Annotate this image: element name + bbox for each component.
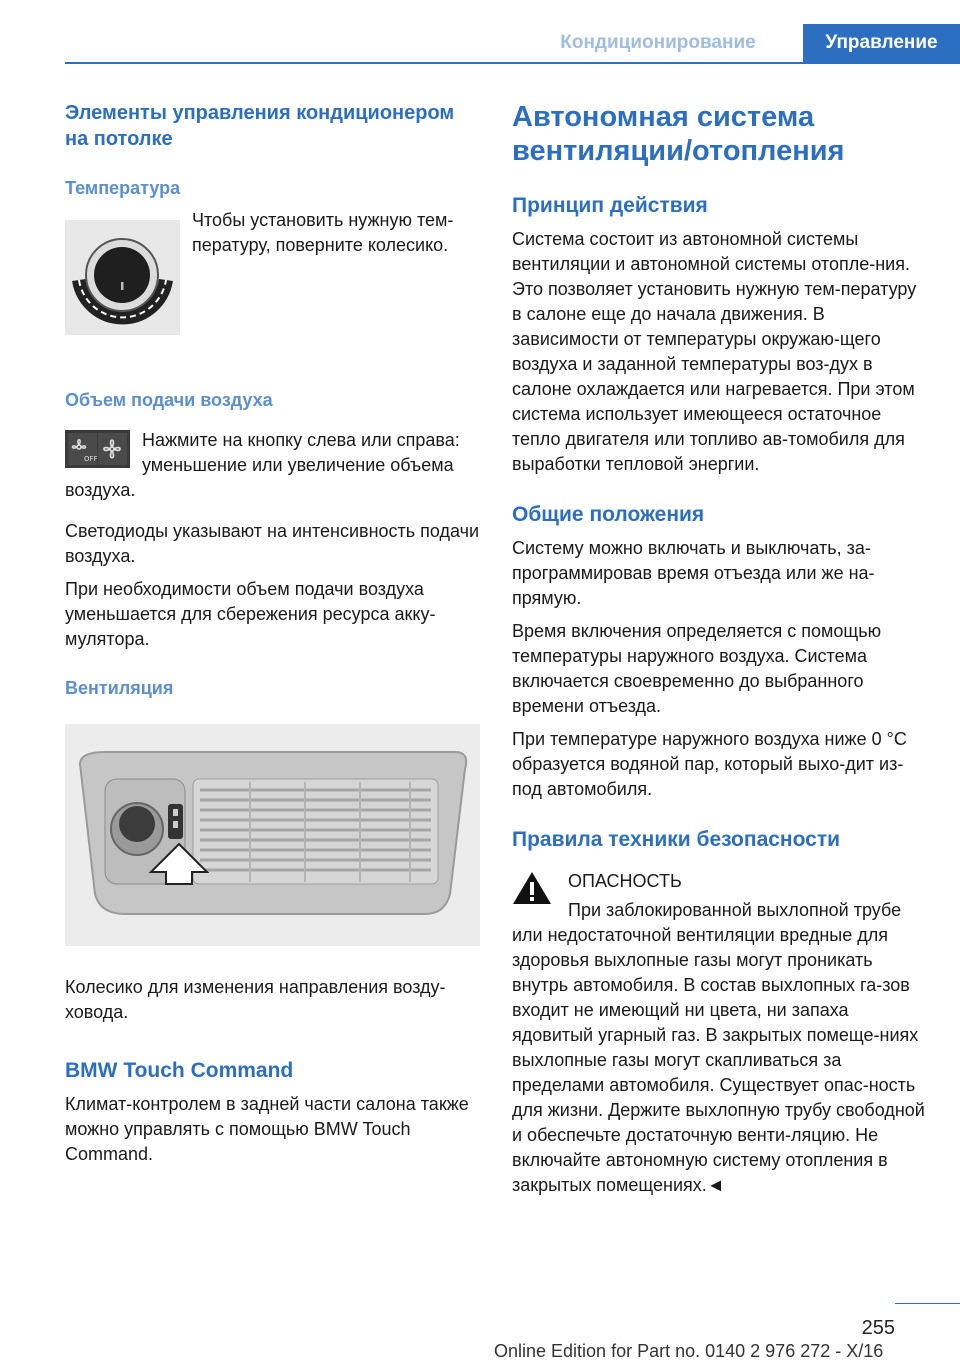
edition-text: Online Edition for Part no. 0140 2 976 272 - X/16 — [494, 1341, 884, 1361]
temperature-wheel-figure — [65, 220, 180, 340]
svg-text:OFF: OFF — [84, 455, 98, 463]
page-number: 255 — [861, 1317, 895, 1339]
left-column — [65, 100, 480, 1167]
principle-text: Система состоит из автономной системы вентиляции и автономной системы отопле-ния. Это позволяет установить нужную тем-пературу в салоне еще до начала движения. В зависимости от температуры окружаю-щего воздуха и заданной температуры воз-дух в салоне охлаждается или нагревается. При этом система использует имеющееся остаточное тепло двигателя или топливо ав-томобиля для выработки тепловой энергии. — [512, 229, 917, 474]
general-text-2: Время включения определяется с помощью температуры наружного воздуха. Система включается своевременно до выбранного времени отъезда. — [512, 621, 882, 716]
safety-heading: Правила техники безопасности — [512, 828, 841, 851]
airflow-heading: Объем подачи воздуха — [65, 390, 273, 410]
airflow-text: Нажмите на кнопку слева или справа: уменьшение или увеличение объема воздуха. — [65, 430, 460, 500]
principle-heading: Принцип действия — [512, 194, 708, 217]
warning-label: ОПАСНОСТЬ — [568, 871, 682, 891]
general-text-3: При температуре наружного воздуха ниже 0 °C образуется водяной пар, который выхо-дит из-под автомобиля. — [512, 729, 907, 799]
airflow-led-text: Светодиоды указывают на интенсивность подачи воздуха. — [65, 521, 480, 566]
vent-figure — [65, 724, 480, 951]
page-header — [65, 0, 960, 64]
right-column — [512, 100, 927, 1198]
airflow-battery-text: При необходимости объем подачи воздуха уменьшается для сбережения ресурса акку-мулятора. — [65, 579, 436, 649]
header-section-label: Кондиционирование — [560, 32, 756, 53]
airflow-buttons-figure — [65, 430, 130, 473]
temperature-text: Чтобы установить нужную тем-пературу, поверните колесико. — [192, 210, 454, 255]
warning-icon — [512, 871, 552, 910]
general-heading: Общие положения — [512, 503, 705, 526]
header-chapter-tab: Управление — [803, 24, 960, 62]
warning-text: При заблокированной выхлопной трубе или недостаточной вентиляции вредные для здоровья выхлопные газы могут проникать внутрь автомобиля. В состав выхлопных га-зов входит не имеющий ни цвета, ни запаха ядовитый угарный газ. В закрытых помеще-ниях выхлопные газы могут скапливаться за пределами автомобиля. Существует опас-ность для жизни. Держите выхлопную трубу свободной и обеспечьте достаточную венти-ляцию. Не включайте автономную систему отопления в закрытых помещениях.◄ — [512, 900, 925, 1195]
ceiling-controls-heading: Элементы управления кондиционером на потолке — [65, 102, 455, 150]
autonomous-system-heading: Автономная система вентиляции/отопления — [512, 101, 845, 167]
vent-heading: Вентиляция — [65, 678, 174, 698]
general-text-1: Систему можно включать и выключать, за-программировав время отъезда или же на-прямую. — [512, 538, 875, 608]
footer-rule — [895, 1303, 960, 1304]
touch-command-heading: BMW Touch Command — [65, 1059, 294, 1082]
vent-caption: Колесико для изменения направления возду-ховода. — [65, 977, 446, 1022]
temperature-heading: Температура — [65, 178, 181, 198]
touch-command-text: Климат-контролем в задней части салона также можно управлять с помощью BMW Touch Command. — [65, 1094, 469, 1164]
